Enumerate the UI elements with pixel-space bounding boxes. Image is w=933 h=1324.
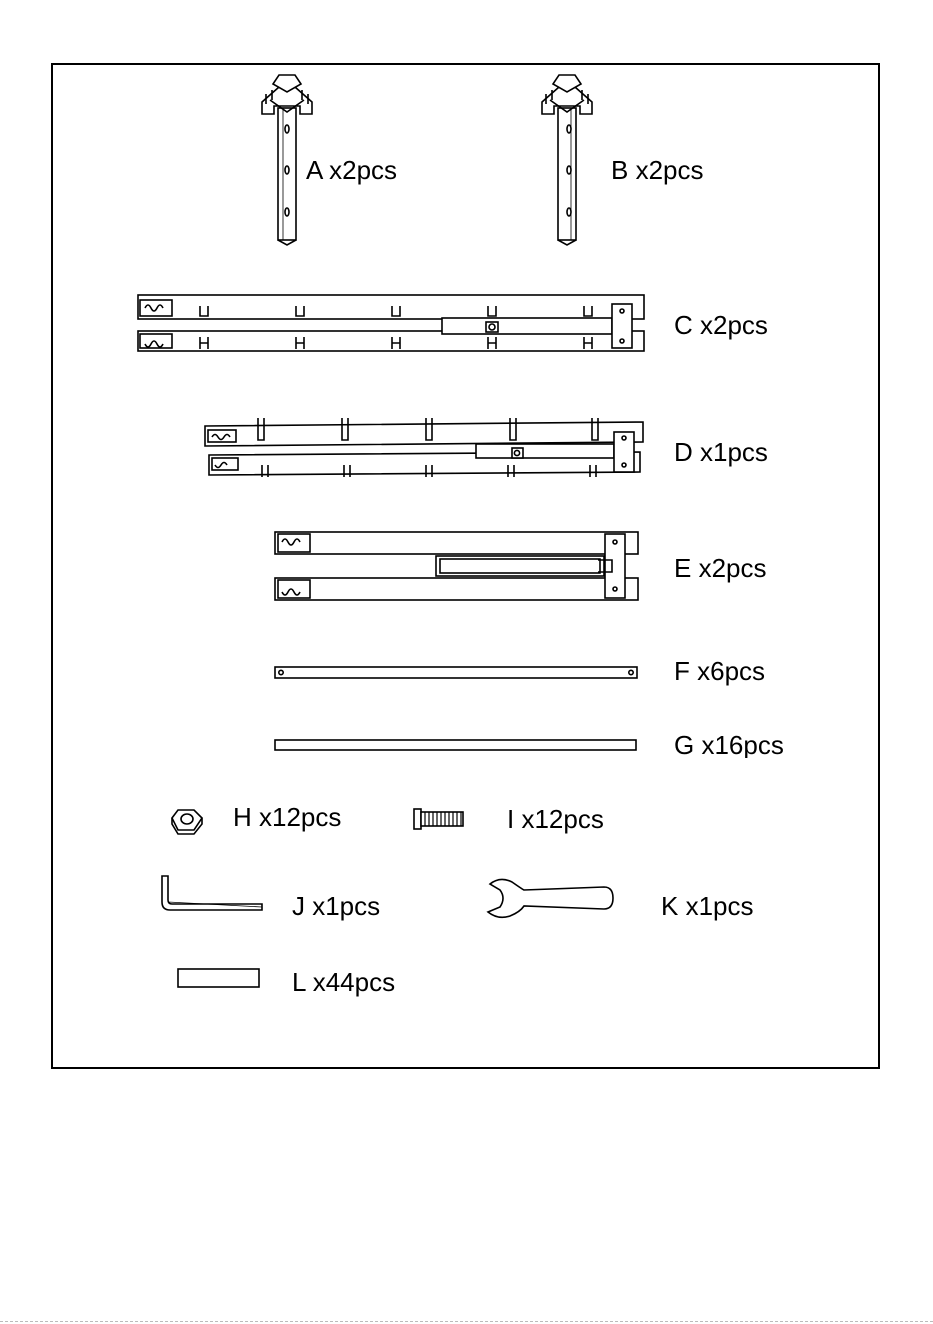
part-h-hex-nut-icon xyxy=(172,810,202,834)
part-i-bolt-icon xyxy=(414,809,463,829)
part-f-flat-bar-icon xyxy=(275,667,637,678)
part-e-end-rail-icon xyxy=(275,532,638,600)
part-b-leg-post-icon xyxy=(542,75,592,245)
part-k-label: K x1pcs xyxy=(661,891,754,921)
part-c-side-rail-icon xyxy=(138,295,644,351)
part-b-label: B x2pcs xyxy=(611,155,704,185)
part-k-wrench-icon xyxy=(488,879,613,917)
part-j-label: J x1pcs xyxy=(292,891,381,921)
part-a-label: A x2pcs xyxy=(306,155,398,185)
part-g-slat-icon xyxy=(275,740,636,750)
part-e-label: E x2pcs xyxy=(674,553,767,583)
part-i-label: I x12pcs xyxy=(507,804,604,834)
page-edge-rule xyxy=(0,1321,933,1322)
part-l-label: L x44pcs xyxy=(292,967,396,997)
part-l-block-icon xyxy=(178,969,259,987)
part-a-leg-post-icon xyxy=(262,75,312,245)
part-d-center-rail-icon xyxy=(205,418,643,477)
part-g-label: G x16pcs xyxy=(674,732,784,758)
part-j-allen-key-icon xyxy=(162,876,262,910)
part-d-label: D x1pcs xyxy=(674,437,768,467)
part-h-label: H x12pcs xyxy=(233,802,342,832)
part-c-label: C x2pcs xyxy=(674,310,768,340)
part-f-label: F x6pcs xyxy=(674,656,766,686)
